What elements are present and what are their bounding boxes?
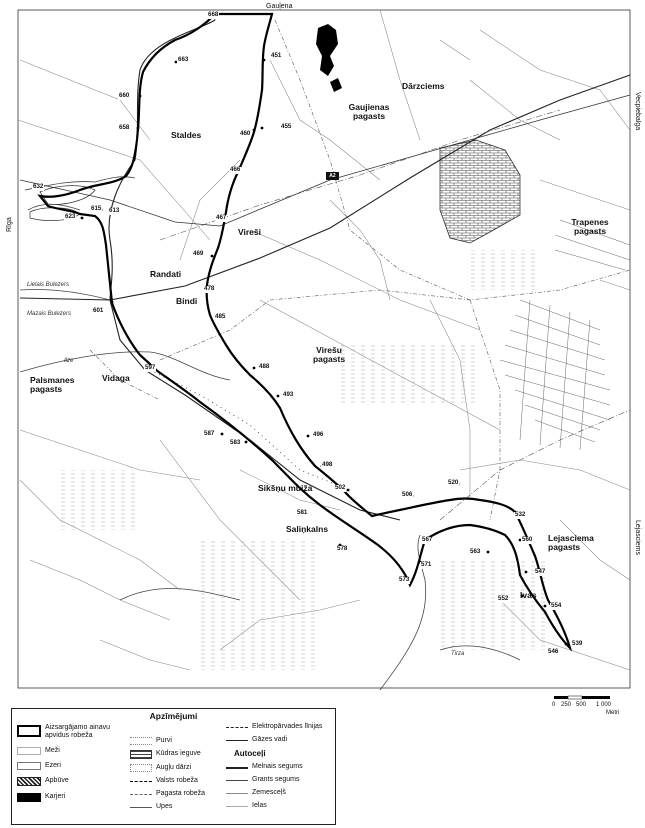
legend-item: Meži — [45, 747, 60, 754]
legend-swatch-gravel — [226, 780, 248, 781]
km-marker: 520 — [448, 479, 459, 486]
km-marker: 563 — [470, 548, 481, 555]
legend-item: Ielas — [252, 802, 267, 809]
parish-palsmanes: Palsmanes pagasts — [30, 375, 75, 394]
edge-label-north: Gauļena — [266, 3, 293, 10]
legend-item: Valsts robeža — [156, 777, 198, 784]
legend-swatch-asphalt — [226, 767, 248, 769]
legend-swatch-orchard — [130, 764, 152, 772]
parish-lejasciema: Lejasciema pagasts — [548, 533, 594, 552]
km-marker: 560 — [522, 536, 533, 543]
place-bindi: Bindi — [176, 296, 198, 306]
scale-bar — [554, 696, 610, 699]
legend-item: Upes — [156, 803, 173, 810]
km-marker: 573 — [399, 576, 410, 583]
legend-swatch-buildings — [17, 777, 41, 786]
scale-tick-label: 1 000 — [596, 702, 612, 708]
place-sikshu-muiza: Sikšņu muiža — [258, 483, 313, 493]
scale-tick-label: 0 — [552, 702, 556, 708]
legend-swatch-state-border — [130, 781, 152, 782]
km-marker: 478 — [204, 285, 215, 292]
place-viresi: Vireši — [238, 227, 262, 237]
road-badge-a2: A2 — [326, 172, 339, 180]
km-marker: 554 — [551, 602, 562, 609]
km-marker: 502 — [335, 484, 346, 491]
place-salinkalns: Saliņkalns — [286, 524, 329, 534]
legend-item: Pagasta robeža — [156, 790, 206, 797]
scale-unit: Metri — [606, 710, 620, 716]
place-staldes: Staldes — [171, 130, 202, 140]
km-marker: 498 — [322, 461, 333, 468]
parish-viresu: Virešu pagasts — [312, 345, 346, 364]
legend-swatch-boundary — [17, 725, 41, 737]
parish-gaujienas: Gaujienas pagasts — [348, 102, 390, 121]
legend-item: Elektropārvades līnijas — [252, 723, 323, 730]
legend-item: Augļu dārzi — [156, 764, 192, 771]
legend-item: Purvi — [156, 737, 172, 744]
km-marker: 488 — [259, 363, 270, 370]
legend-swatch-gas-pipe — [226, 740, 248, 741]
km-marker: 660 — [119, 92, 130, 99]
km-marker: 532 — [515, 511, 526, 518]
km-marker: 451 — [271, 52, 282, 59]
legend-swatch-rivers — [130, 807, 152, 808]
edge-label-east-top: Vecpiebalga — [634, 92, 641, 131]
legend-item: Apbūve — [45, 777, 69, 784]
legend-item: Zemesceļš — [252, 789, 286, 796]
lake-lielais-bulezers: Lielais Bulezers — [27, 282, 70, 288]
scale-tick-label: 250 — [561, 702, 572, 708]
km-marker: 455 — [281, 123, 292, 130]
km-marker: 567 — [422, 536, 433, 543]
legend-item: Kūdras ieguve — [156, 750, 201, 757]
km-marker: 496 — [313, 431, 324, 438]
km-marker: 460 — [240, 130, 251, 137]
km-marker: 493 — [283, 391, 294, 398]
km-marker: 623 — [65, 213, 76, 220]
legend-title: Apzīmējumi — [149, 711, 198, 721]
place-randati: Randati — [150, 269, 182, 279]
km-marker: 546 — [548, 648, 559, 655]
place-vidaga: Vidaga — [102, 373, 130, 383]
km-marker: 581 — [297, 509, 308, 516]
legend-item: Ezeri — [45, 762, 61, 769]
edge-label-east-bottom: Lejasciems — [634, 520, 641, 556]
km-marker: 601 — [93, 307, 104, 314]
edge-label-west: Rīga — [6, 217, 13, 232]
place-darzciems: Dārzciems — [402, 81, 445, 91]
legend-swatch-streets — [226, 806, 248, 807]
legend-item: Gāzes vadi — [252, 736, 288, 743]
legend-item: Grants segums — [252, 776, 300, 783]
km-marker: 583 — [230, 439, 241, 446]
km-marker: 663 — [178, 56, 189, 63]
km-marker: 615 — [91, 205, 102, 212]
legend-swatch-parish-border — [130, 794, 152, 795]
river-ilze: Ilze — [64, 358, 74, 364]
legend-roads-title: Autoceļi — [234, 749, 266, 758]
km-marker: 578 — [337, 545, 348, 552]
km-marker: 539 — [572, 640, 583, 647]
km-marker: 571 — [421, 561, 432, 568]
legend-item: Aizsargājamo ainavu apvidus robeža — [45, 724, 110, 739]
map-legend — [11, 708, 336, 825]
legend-swatch-power-line — [226, 727, 248, 728]
km-marker: 632 — [33, 183, 44, 190]
scale-tick-label: 500 — [576, 702, 587, 708]
legend-swatch-bog — [130, 737, 152, 745]
legend-swatch-dirt-road — [226, 793, 248, 794]
km-marker: 469 — [193, 250, 204, 257]
parish-trapenes: Trapenes pagasts — [571, 217, 609, 236]
km-marker: 668 — [208, 11, 219, 18]
km-marker: 547 — [535, 568, 546, 575]
km-marker: 613 — [109, 207, 120, 214]
legend-swatch-lake — [17, 762, 41, 770]
km-marker: 467 — [216, 214, 227, 221]
place-ivas: Ivas — [520, 590, 537, 600]
lake-mazais-bulezers: Mazais Bulezers — [27, 311, 72, 317]
legend-item: Karjeri — [45, 793, 66, 800]
km-marker: 587 — [204, 430, 215, 437]
river-tirza: Tirza — [451, 651, 465, 657]
legend-swatch-quarry — [17, 793, 41, 802]
km-marker: 485 — [215, 313, 226, 320]
legend-item: Melnais segums — [252, 763, 303, 770]
legend-swatch-peat — [130, 750, 152, 759]
km-marker: 597 — [145, 364, 156, 371]
legend-swatch-forest — [17, 747, 41, 755]
km-marker: 552 — [498, 595, 509, 602]
km-marker: 658 — [119, 124, 130, 131]
km-marker: 506 — [402, 491, 413, 498]
km-marker: 466 — [230, 166, 241, 173]
